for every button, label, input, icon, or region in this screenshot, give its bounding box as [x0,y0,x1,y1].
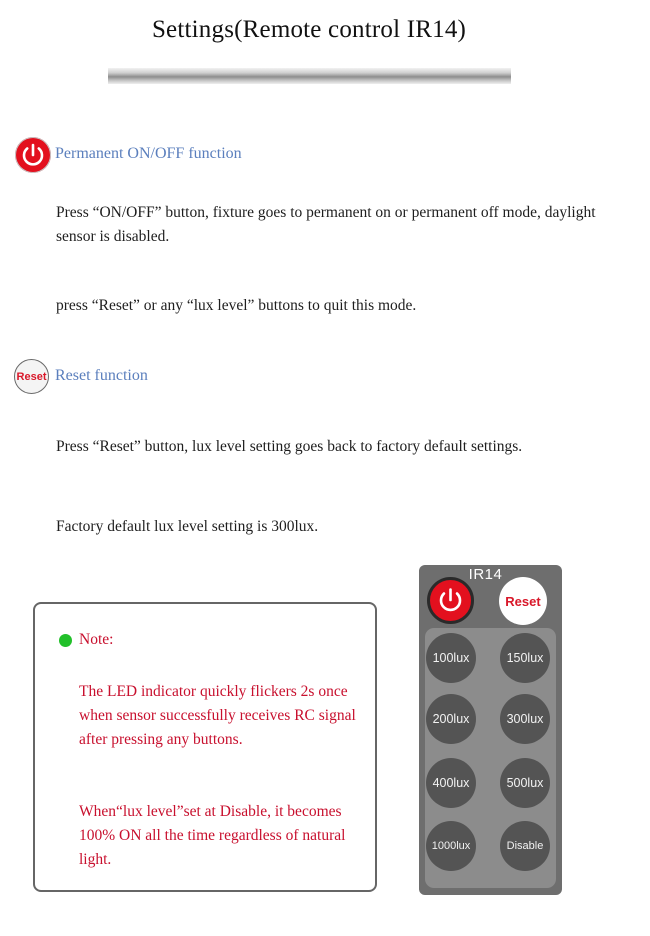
section-heading-reset: Reset function [55,367,148,384]
section-heading-on-off: Permanent ON/OFF function [55,145,242,162]
remote-reset-button: Reset [499,577,547,625]
remote-button-100lux: 100lux [426,633,476,683]
power-icon [15,137,51,173]
remote-model-label: IR14 [468,566,503,583]
note-label: Note: [79,631,114,648]
remote-button-1000lux: 1000lux [426,821,476,871]
on-off-quit-instruction: press “Reset” or any “lux level” buttons to quit this mode. [56,297,417,314]
factory-default-info: Factory default lux level setting is 300lux. [56,518,319,535]
on-off-description: Press “ON/OFF” button, fixture goes to permanent on or permanent off mode, daylight sensor is disabled. [56,204,596,245]
reset-icon [14,359,49,394]
reset-icon-label: Reset [16,370,47,383]
note-led-indicator: The LED indicator quickly flickers 2s once when sensor successfully receives RC signal after pressing any buttons. [79,683,356,748]
note-disable-mode: When“lux level”set at Disable, it becomes 100% ON all the time regardless of natural light. [79,803,346,868]
remote-button-150lux: 150lux [500,633,550,683]
remote-button-disable: Disable [500,821,550,871]
title-underline-bar [108,68,511,84]
remote-button-400lux: 400lux [426,758,476,808]
reset-description: Press “Reset” button, lux level setting goes back to factory default settings. [56,438,523,455]
note-bullet-icon [59,634,72,647]
remote-button-300lux: 300lux [500,694,550,744]
remote-button-200lux: 200lux [426,694,476,744]
remote-button-500lux: 500lux [500,758,550,808]
remote-power-button [427,577,474,624]
note-box [33,602,377,892]
remote-control-ir14 [419,565,562,895]
page-title: Settings(Remote control IR14) [151,16,467,43]
